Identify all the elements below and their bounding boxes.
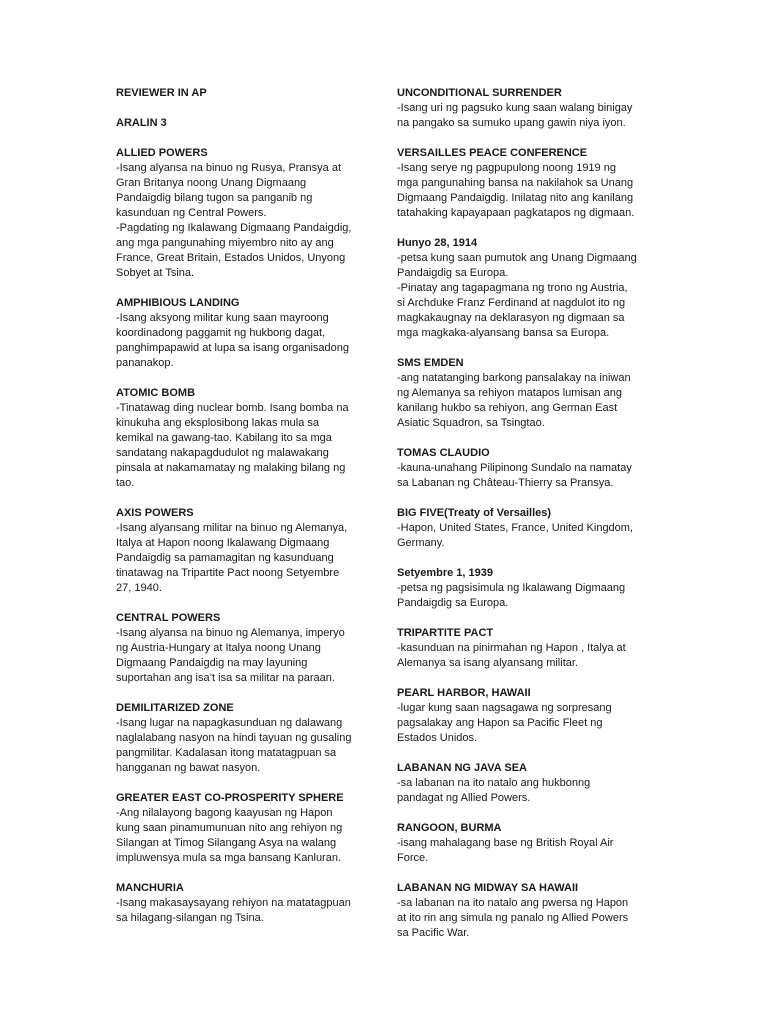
glossary-entry: [397, 356, 659, 431]
term-heading: RANGOON, BURMA: [397, 822, 502, 834]
glossary-entry: [116, 701, 372, 776]
glossary-entry: [116, 506, 372, 596]
glossary-entry: [397, 446, 659, 491]
term-heading: LABANAN NG JAVA SEA: [397, 762, 527, 774]
term-heading: MANCHURIA: [116, 882, 184, 894]
term-heading: Setyembre 1, 1939: [397, 567, 494, 579]
glossary-entry: [116, 146, 372, 281]
term-definition: -Isang uri ng pagsuko kung saan walang binigay na pangako sa sumuko upang gawin niya iyon.: [397, 102, 633, 129]
glossary-entry: [116, 386, 372, 491]
term-definition: -kauna-unahang Pilipinong Sundalo na namatay sa Labanan ng Château-Thierry sa Pransya.: [397, 462, 632, 489]
term-definition: -Hapon, United States, France, United Kingdom, Germany.: [397, 522, 634, 549]
term-definition: -Isang alyansang militar na binuo ng Alemanya, Italya at Hapon noong Ikalawang Digmaang Pandaigdig sa pamamagitan ng kasunduang tinatawag na Tripartite Pact noong Setyembre 27, 1940.: [116, 522, 348, 594]
term-heading: TRIPARTITE PACT: [397, 627, 494, 639]
term-heading: PEARL HARBOR, HAWAII: [397, 687, 531, 699]
glossary-entry: [397, 626, 659, 671]
glossary-entry: [397, 881, 659, 941]
term-heading: GREATER EAST CO-PROSPERITY SPHERE: [116, 792, 344, 804]
glossary-entry: [116, 791, 372, 866]
term-heading: ATOMIC BOMB: [116, 387, 196, 399]
term-heading: AXIS POWERS: [116, 507, 194, 519]
term-heading: DEMILITARIZED ZONE: [116, 702, 234, 714]
term-definition: -petsa ng pagsisimula ng Ikalawang Digmaang Pandaigdig sa Europa.: [397, 582, 626, 609]
term-definition: -Isang serye ng pagpupulong noong 1919 ng mga pangunahing bansa na nakilahok sa Unang Digmaang Pandaigdig. Inilatag nito ang kanilang tatahaking kapayapaan pagkatapos ng digmaan.: [397, 162, 635, 219]
term-heading: Hunyo 28, 1914: [397, 237, 478, 249]
glossary-entry: [116, 881, 372, 926]
term-definition: -petsa kung saan pumutok ang Unang Digmaang Pandaigdig sa Europa. -Pinatay ang tagapagmana ng trono ng Austria, si Archduke Franz Ferdinand at nagdulot ito ng magkakaugnay na deklarasyon ng digmaan sa mga magkaka-alyansang bansa sa Europa.: [397, 252, 637, 339]
term-definition: -ang natatanging barkong pansalakay na iniwan ng Alemanya sa rehiyon matapos lumisan ang kanilang hukbo sa rehiyon, ang German East Asiatic Squadron, sa Tsingtao.: [397, 372, 631, 429]
term-definition: -kasunduan na pinirmahan ng Hapon , Italya at Alemanya sa isang alyansang militar.: [397, 642, 626, 669]
term-definition: -Isang alyansa na binuo ng Alemanya, imperyo ng Austria-Hungary at Italya noong Unang Digmaang Pandaigdig na may layuning suportahan ang isa’t isa sa militar na paraan.: [116, 627, 345, 684]
term-heading: TOMAS CLAUDIO: [397, 447, 490, 459]
term-definition: -Isang aksyong militar kung saan mayroong koordinadong paggamit ng hukbong dagat, panghimpapawid at lupa sa isang organisadong pananakop.: [116, 312, 350, 369]
glossary-entry: [397, 566, 659, 611]
term-definition: -isang mahalagang base ng British Royal Air Force.: [397, 837, 614, 864]
glossary-entry: [397, 761, 659, 806]
glossary-entry: [397, 821, 659, 866]
term-definition: -Ang nilalayong bagong kaayusan ng Hapon kung saan pinamumunuan nito ang rehiyon ng Silangan at Timog Silangang Asya na walang impluwensya mula sa mga bansang Kanluran.: [116, 807, 343, 864]
term-heading: BIG FIVE(Treaty of Versailles): [397, 507, 552, 519]
term-heading: ALLIED POWERS: [116, 147, 208, 159]
glossary-entry: [397, 506, 659, 551]
term-heading: VERSAILLES PEACE CONFERENCE: [397, 147, 588, 159]
term-definition: -Isang lugar na napagkasunduan ng dalawang naglalabang nasyon na hindi tayuan ng gusaling pangmilitar. Kadalasan itong matatagpuan sa hangganan ng bawat nasyon.: [116, 717, 352, 774]
glossary-entry: [397, 686, 659, 746]
right-column: [397, 86, 659, 956]
glossary-entry: [397, 146, 659, 221]
term-heading: UNCONDITIONAL SURRENDER: [397, 87, 562, 99]
glossary-entry: [397, 86, 659, 131]
lesson-heading: ARALIN 3: [116, 117, 167, 129]
glossary-entry: [116, 611, 372, 686]
glossary-entry: [116, 296, 372, 371]
glossary-entry: [397, 236, 659, 341]
term-heading: SMS EMDEN: [397, 357, 464, 369]
term-definition: -sa labanan na ito natalo ang pwersa ng Hapon at ito rin ang simula ng panalo ng Allied Powers sa Pacific War.: [397, 897, 629, 939]
term-heading: LABANAN NG MIDWAY SA HAWAII: [397, 882, 579, 894]
term-definition: -sa labanan na ito natalo ang hukbonng pandagat ng Allied Powers.: [397, 777, 591, 804]
term-definition: -Isang makasaysayang rehiyon na matatagpuan sa hilagang-silangan ng Tsina.: [116, 897, 351, 924]
term-definition: -lugar kung saan nagsagawa ng sorpresang pagsalakay ang Hapon sa Pacific Fleet ng Estados Unidos.: [397, 702, 612, 744]
term-definition: -Tinatawag ding nuclear bomb. Isang bomba na kinukuha ang eksplosibong lakas mula sa kemikal na gawang-tao. Kabilang ito sa mga sandatang nakapagdudulot ng malawakang pinsala at nakamamatay ng malaking bilang ng tao.: [116, 402, 349, 489]
term-definition: -Isang alyansa na binuo ng Rusya, Pransya at Gran Britanya noong Unang Digmaang Pandaigdig bilang tugon sa panganib ng kasunduan ng Central Powers. -Pagdating ng Ikalawang Digmaang Pandaigdig, ang mga pangunahing miyembro nito ay ang France, Great Britain, Estados Unidos, Unyong Sobyet at Tsina.: [116, 162, 352, 279]
document-title: REVIEWER IN AP: [116, 87, 207, 99]
term-heading: CENTRAL POWERS: [116, 612, 221, 624]
left-column: [116, 86, 372, 941]
term-heading: AMPHIBIOUS LANDING: [116, 297, 240, 309]
